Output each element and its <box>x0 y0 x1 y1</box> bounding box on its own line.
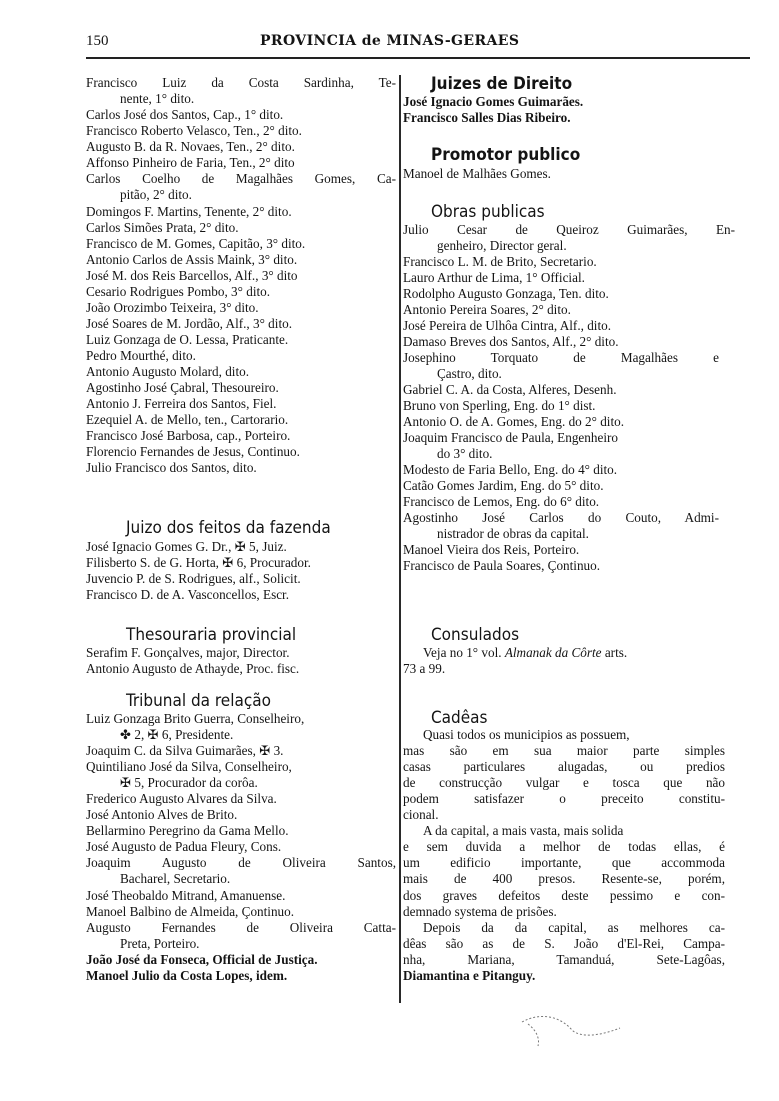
text-line: Quasi todos os municipios as possuem, <box>423 727 630 742</box>
section-heading-juizo-feitos-fazenda: Juizo dos feitos da fazenda <box>126 518 331 538</box>
text-line: de construcção vulgar e tosca que não <box>403 775 725 790</box>
text-line: Serafim F. Gonçalves, major, Director. <box>86 645 290 660</box>
text-line: Francisco de M. Gomes, Capitão, 3° dito. <box>86 236 306 251</box>
section-heading-cadeas: Cadêas <box>431 708 488 728</box>
text-line: do 3° dito. <box>437 446 493 461</box>
text-line: ✠ 5, Procurador da corôa. <box>120 775 258 790</box>
text-line: Joaquim Augusto de Oliveira Santos, <box>86 855 396 870</box>
text-line: Francisco D. de A. Vasconcellos, Escr. <box>86 587 290 602</box>
text-line: Catão Gomes Jardim, Eng. do 5° dito. <box>403 478 604 493</box>
text-line: nistrador de obras da capital. <box>437 526 589 541</box>
text-line: Francisco José Barbosa, cap., Porteiro. <box>86 428 291 443</box>
text-line: Francisco L. M. de Brito, Secretario. <box>403 254 597 269</box>
text-line: nente, 1° dito. <box>120 91 195 106</box>
text-line: dêas são as de S. João d'El-Rei, Campa- <box>403 936 725 951</box>
text-line: Julio Cesar de Queiroz Guimarães, En- <box>403 222 735 237</box>
text-line: Luiz Gonzaga de O. Lessa, Praticante. <box>86 332 289 347</box>
text-line: Carlos José dos Santos, Cap., 1° dito. <box>86 107 284 122</box>
text-line: José Augusto de Padua Fleury, Cons. <box>86 839 282 854</box>
text-line: nha, Mariana, Tamanduá, Sete-Lagôas, <box>403 952 725 967</box>
text-line: Preta, Porteiro. <box>120 936 200 951</box>
text-line: Joaquim Francisco de Paula, Engenheiro <box>403 430 618 445</box>
text-line: Pedro Mourthé, dito. <box>86 348 196 363</box>
text-line: João José da Fonseca, Official de Justiça. <box>86 952 318 967</box>
text-line: Bellarmino Peregrino da Gama Mello. <box>86 823 289 838</box>
text-line: Luiz Gonzaga Brito Guerra, Conselheiro, <box>86 711 305 726</box>
text-line: Francisco Luiz da Costa Sardinha, Te- <box>86 75 396 90</box>
text-line: Manoel de Malhães Gomes. <box>403 166 551 181</box>
text-line: José Soares de M. Jordão, Alf., 3° dito. <box>86 316 292 331</box>
text-line: um edificio importante, que accommoda <box>403 855 725 870</box>
text-line: dos graves defeitos deste pessimo e con- <box>403 888 725 903</box>
text-line: José Pereira de Ulhôa Cintra, Alf., dito. <box>403 318 612 333</box>
text-line: Damaso Breves dos Santos, Alf., 2° dito. <box>403 334 619 349</box>
text-line: Domingos F. Martins, Tenente, 2° dito. <box>86 204 292 219</box>
text-line: Carlos Simões Prata, 2° dito. <box>86 220 239 235</box>
text-line: A da capital, a mais vasta, mais solida <box>423 823 624 838</box>
text-line: genheiro, Director geral. <box>437 238 567 253</box>
text-line: João Orozimbo Teixeira, 3° dito. <box>86 300 259 315</box>
page-number: 150 <box>86 33 109 49</box>
header-rule <box>86 57 750 59</box>
text-line: Çastro, dito. <box>437 366 502 381</box>
text-line: ✤ 2, ✠ 6, Presidente. <box>120 727 234 742</box>
italic-title-almanak: Almanak da Côrte <box>504 645 602 660</box>
text-line: Francisco de Paula Soares, Çontinuo. <box>403 558 601 573</box>
text-line: Antonio Carlos de Assis Maink, 3° dito. <box>86 252 298 267</box>
text-line: Augusto B. da R. Novaes, Ten., 2° dito. <box>86 139 295 154</box>
text-line: Depois da da capital, as melhores ca- <box>423 920 725 935</box>
text-line: Cesario Rodrigues Pombo, 3° dito. <box>86 284 271 299</box>
text-line: Joaquim C. da Silva Guimarães, ✠ 3. <box>86 743 284 758</box>
text-line: Carlos Coelho de Magalhães Gomes, Ca- <box>86 171 396 186</box>
text-line: demnado systema de prisões. <box>403 904 557 919</box>
text-line: podem satisfazer o preceito constitu- <box>403 791 725 806</box>
text-line: Affonso Pinheiro de Faria, Ten., 2° dito <box>86 155 295 170</box>
text-line: Antonio Augusto de Athayde, Proc. fisc. <box>86 661 300 676</box>
section-heading-consulados: Consulados <box>431 625 520 645</box>
text-line: e sem duvida a melhor de todas ellas, é <box>403 839 725 854</box>
text-run: arts. <box>601 645 628 660</box>
text-line: Francisco Salles Dias Ribeiro. <box>403 110 571 125</box>
text-run: Veja no 1° vol. <box>423 645 505 660</box>
text-line: 73 a 99. <box>403 661 446 676</box>
section-heading-tribunal-relacao: Tribunal da relação <box>126 691 271 711</box>
text-line: José Antonio Alves de Brito. <box>86 807 238 822</box>
text-line: Manoel Julio da Costa Lopes, idem. <box>86 968 288 983</box>
text-line: Josephino Torquato de Magalhães e <box>403 350 719 365</box>
text-line: Gabriel C. A. da Costa, Alferes, Desenh. <box>403 382 617 397</box>
text-line: mais de 400 presos. Resente-se, porém, <box>403 871 725 886</box>
text-line: Julio Francisco dos Santos, dito. <box>86 460 257 475</box>
text-line: Bacharel, Secretario. <box>120 871 231 886</box>
text-line <box>423 645 627 661</box>
text-line: Florencio Fernandes de Jesus, Continuo. <box>86 444 300 459</box>
text-line: José Theobaldo Mitrand, Amanuense. <box>86 888 286 903</box>
text-line: Lauro Arthur de Lima, 1° Official. <box>403 270 585 285</box>
text-line: mas são em sua maior parte simples <box>403 743 725 758</box>
text-line: Juvencio P. de S. Rodrigues, alf., Solicit. <box>86 571 301 586</box>
text-line: Antonio Augusto Molard, dito. <box>86 364 250 379</box>
column-divider <box>399 75 401 1003</box>
text-line: Modesto de Faria Bello, Eng. do 4° dito. <box>403 462 618 477</box>
text-line: Frederico Augusto Alvares da Silva. <box>86 791 277 806</box>
section-heading-obras-publicas: Obras publicas <box>431 202 545 222</box>
text-line: Antonio Pereira Soares, 2° dito. <box>403 302 571 317</box>
text-line: Diamantina e Pitanguy. <box>403 968 536 983</box>
text-line: José M. dos Reis Barcellos, Alf., 3° dito <box>86 268 298 283</box>
text-line: Agostinho José Çabral, Thesoureiro. <box>86 380 279 395</box>
text-line: pitão, 2° dito. <box>120 187 192 202</box>
text-line: Ezequiel A. de Mello, ten., Cartorario. <box>86 412 289 427</box>
text-line: Agostinho José Carlos do Couto, Admi- <box>403 510 719 525</box>
section-heading-promotor-publico: Promotor publico <box>431 145 581 165</box>
text-line: José Ignacio Gomes Guimarães. <box>403 94 584 109</box>
section-heading-juizes-direito: Juizes de Direito <box>431 74 573 94</box>
running-title: PROVINCIA de MINAS-GERAES <box>260 33 520 49</box>
running-head <box>86 33 750 55</box>
text-line: Augusto Fernandes de Oliveira Catta- <box>86 920 396 935</box>
text-line: Filisberto S. de G. Horta, ✠ 6, Procurador. <box>86 555 311 570</box>
text-line: Bruno von Sperling, Eng. do 1° dist. <box>403 398 596 413</box>
text-line: Antonio O. de A. Gomes, Eng. do 2° dito. <box>403 414 625 429</box>
text-line: Manoel Vieira dos Reis, Porteiro. <box>403 542 580 557</box>
text-line: cional. <box>403 807 439 822</box>
text-line: casas particulares alugadas, ou predios <box>403 759 725 774</box>
text-line: José Ignacio Gomes G. Dr., ✠ 5, Juiz. <box>86 539 287 554</box>
text-line: Rodolpho Augusto Gonzaga, Ten. dito. <box>403 286 609 301</box>
text-line: Francisco de Lemos, Eng. do 6° dito. <box>403 494 600 509</box>
end-flourish-icon <box>520 1012 640 1052</box>
section-heading-thesouraria-provincial: Thesouraria provincial <box>126 625 297 645</box>
text-line: Francisco Roberto Velasco, Ten., 2° dito. <box>86 123 302 138</box>
text-line: Quintiliano José da Silva, Conselheiro, <box>86 759 292 774</box>
text-line: Manoel Balbino de Almeida, Çontinuo. <box>86 904 295 919</box>
text-line: Antonio J. Ferreira dos Santos, Fiel. <box>86 396 277 411</box>
